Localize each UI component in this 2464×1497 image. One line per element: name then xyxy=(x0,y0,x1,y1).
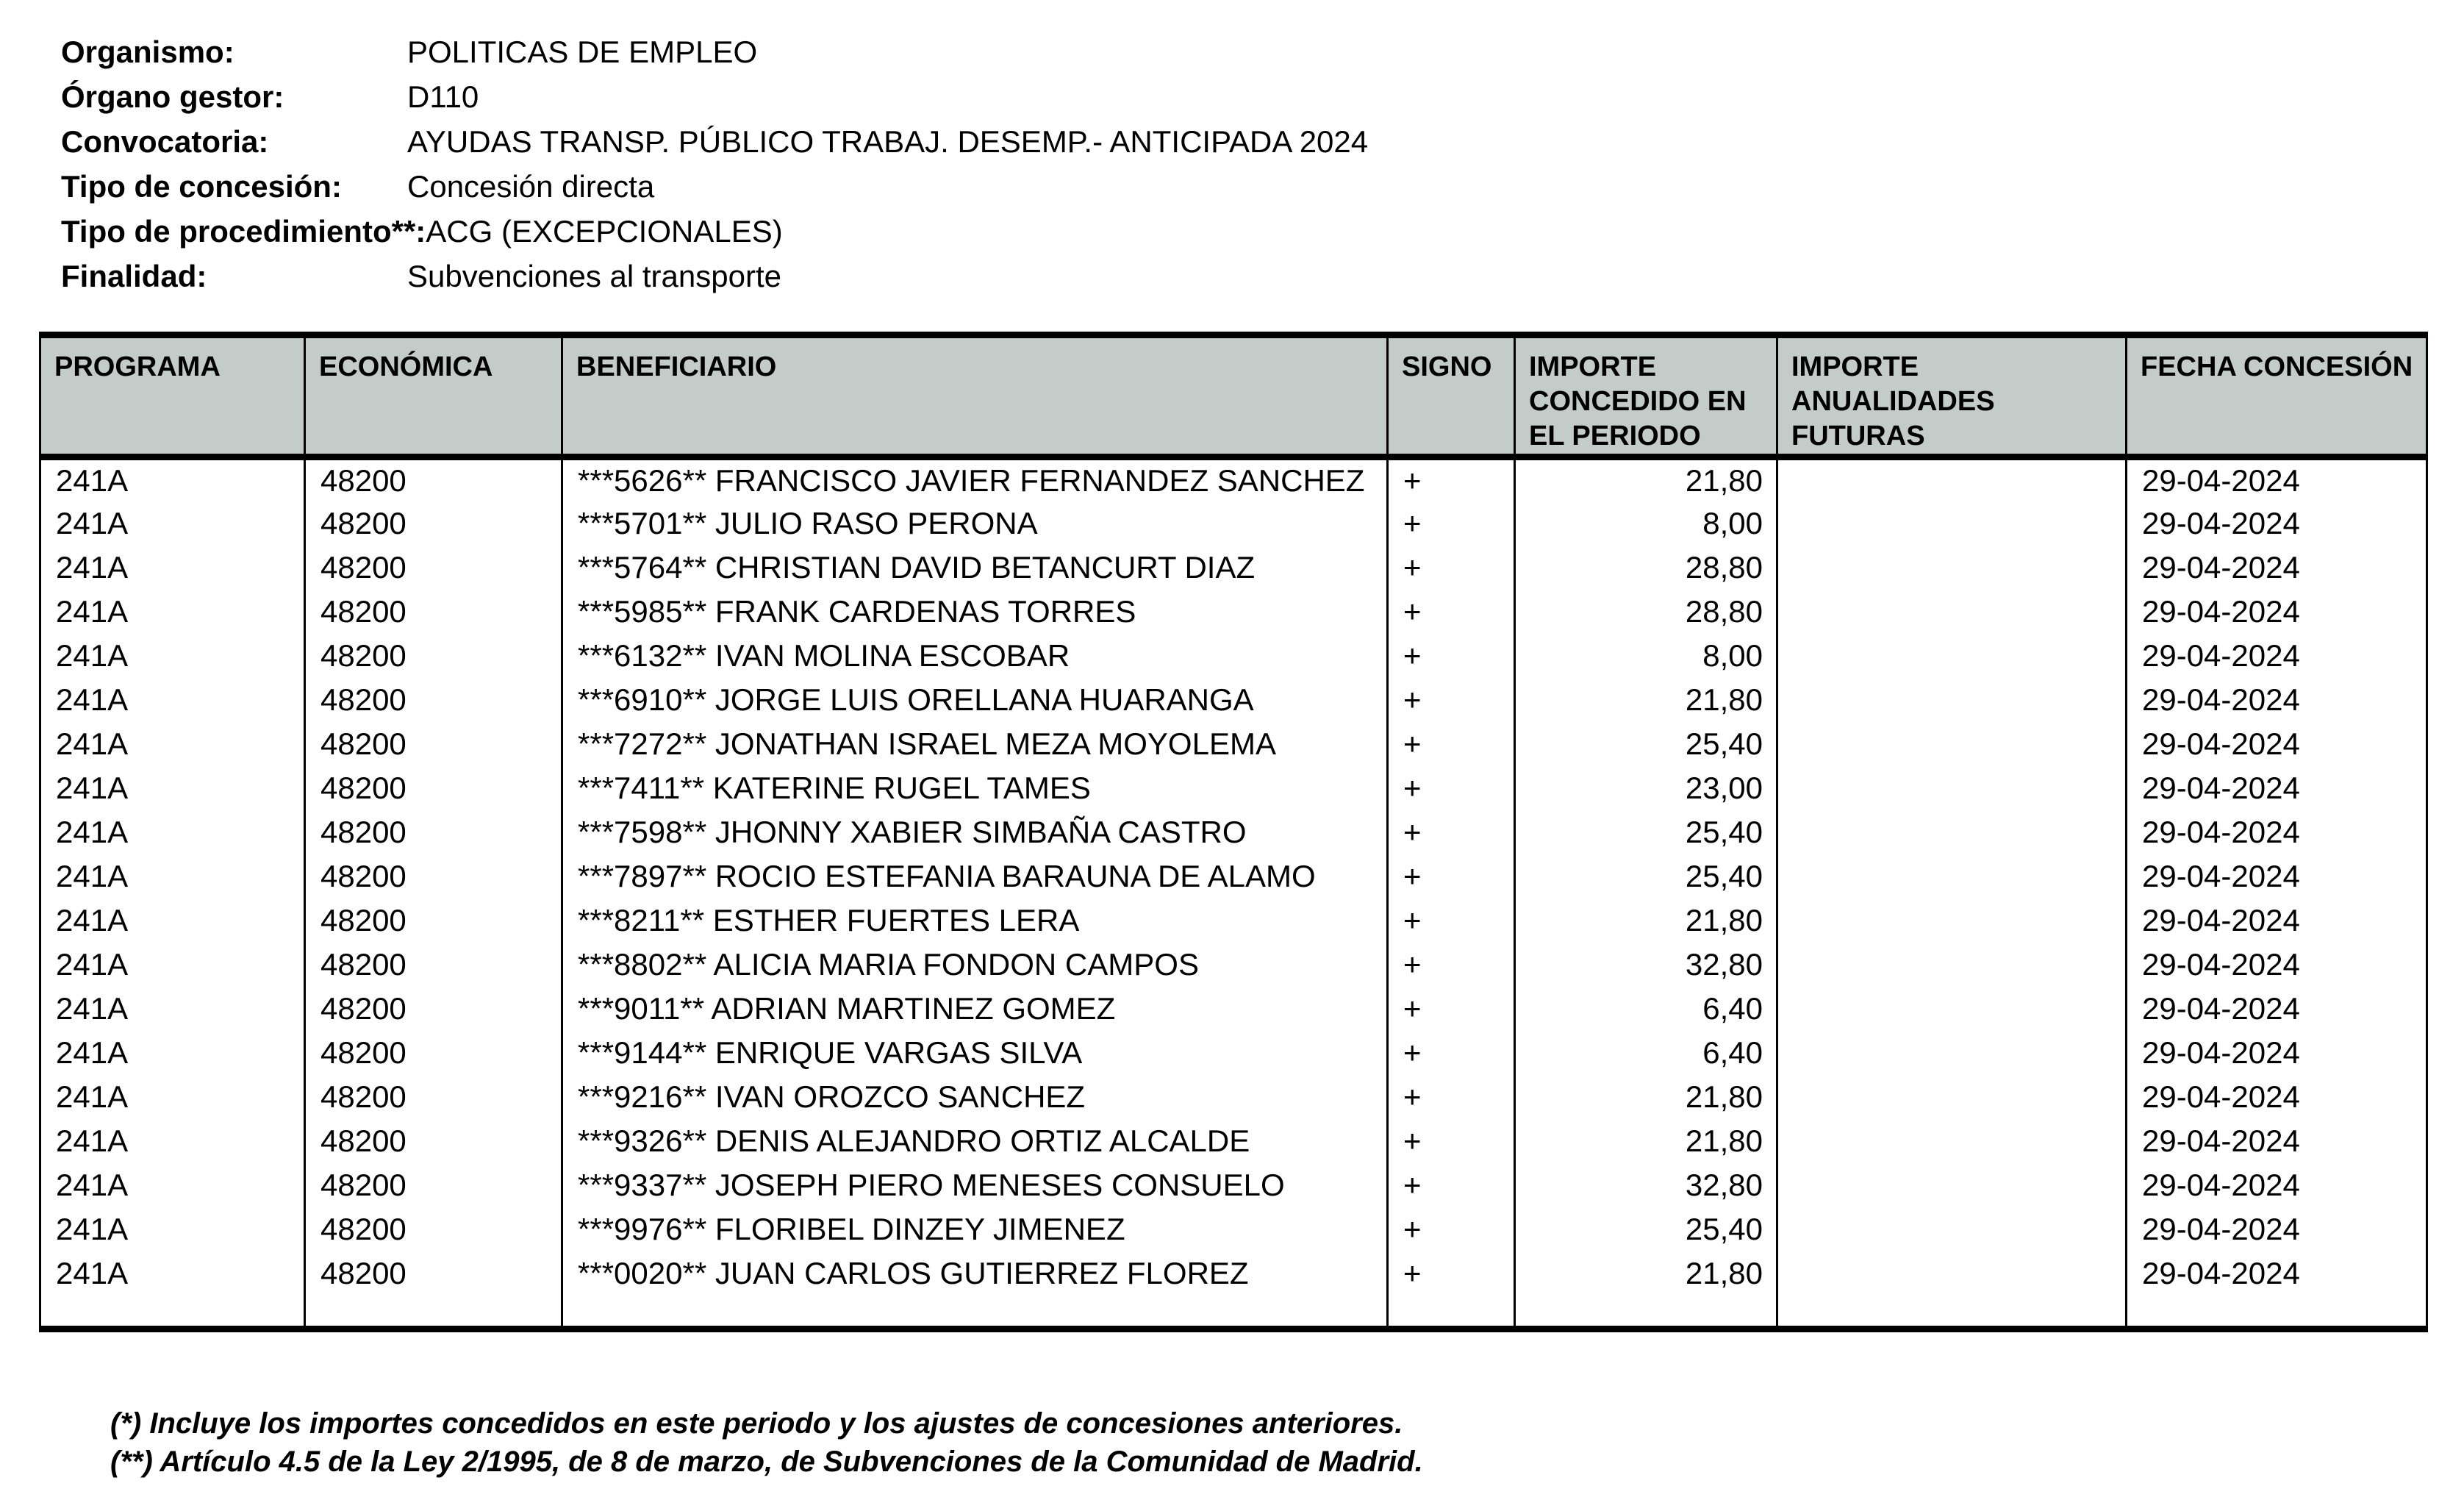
cell-importe-periodo: 21,80 xyxy=(1515,1075,1777,1119)
cell-anualidades xyxy=(1777,810,2127,854)
cell-beneficiario: ***8802** ALICIA MARIA FONDON CAMPOS xyxy=(562,943,1388,987)
table-row xyxy=(40,943,2427,987)
cell-importe-periodo: 32,80 xyxy=(1515,1163,1777,1207)
cell-programa: 241A xyxy=(40,766,305,810)
cell-importe-periodo: 28,80 xyxy=(1515,546,1777,590)
cell-signo: + xyxy=(1388,546,1515,590)
cell-programa: 241A xyxy=(40,546,305,590)
cell-fecha-concesion: 29-04-2024 xyxy=(2127,457,2427,501)
cell-beneficiario: ***5764** CHRISTIAN DAVID BETANCURT DIAZ xyxy=(562,546,1388,590)
meta-label: Órgano gestor: xyxy=(61,79,284,114)
cell-economica: 48200 xyxy=(305,1119,562,1163)
table-row xyxy=(40,1031,2427,1075)
cell-anualidades xyxy=(1777,590,2127,634)
cell-economica: 48200 xyxy=(305,678,562,722)
cell-economica: 48200 xyxy=(305,1251,562,1296)
cell-importe-periodo: 21,80 xyxy=(1515,1251,1777,1296)
table-row xyxy=(40,766,2427,810)
cell-fecha-concesion: 29-04-2024 xyxy=(2127,501,2427,546)
cell-economica: 48200 xyxy=(305,810,562,854)
cell-economica: 48200 xyxy=(305,501,562,546)
cell-beneficiario: ***9011** ADRIAN MARTINEZ GOMEZ xyxy=(562,987,1388,1031)
cell-importe-periodo: 25,40 xyxy=(1515,854,1777,898)
cell-anualidades xyxy=(1777,987,2127,1031)
cell-programa: 241A xyxy=(40,1163,305,1207)
cell-fecha-concesion: 29-04-2024 xyxy=(2127,634,2427,678)
cell-importe-periodo: 21,80 xyxy=(1515,1119,1777,1163)
cell-importe-periodo: 6,40 xyxy=(1515,1031,1777,1075)
cell-importe-periodo: 21,80 xyxy=(1515,898,1777,943)
cell-programa: 241A xyxy=(40,590,305,634)
cell-importe-periodo: 21,80 xyxy=(1515,678,1777,722)
cell-signo: + xyxy=(1388,1207,1515,1251)
cell-fecha-concesion: 29-04-2024 xyxy=(2127,1031,2427,1075)
cell-anualidades xyxy=(1777,634,2127,678)
cell-anualidades xyxy=(1777,1031,2127,1075)
meta-value: ACG (EXCEPCIONALES) xyxy=(426,214,783,249)
cell-economica: 48200 xyxy=(305,1207,562,1251)
cell-beneficiario: ***9337** JOSEPH PIERO MENESES CONSUELO xyxy=(562,1163,1388,1207)
cell-economica: 48200 xyxy=(305,1075,562,1119)
cell-fecha-concesion: 29-04-2024 xyxy=(2127,810,2427,854)
table-row xyxy=(40,1075,2427,1119)
cell-importe-periodo: 8,00 xyxy=(1515,501,1777,546)
meta-label: Convocatoria: xyxy=(61,124,269,159)
cell-anualidades xyxy=(1777,1163,2127,1207)
table-row xyxy=(40,678,2427,722)
table-row xyxy=(40,1163,2427,1207)
cell-beneficiario: ***6910** JORGE LUIS ORELLANA HUARANGA xyxy=(562,678,1388,722)
cell-fecha-concesion: 29-04-2024 xyxy=(2127,943,2427,987)
cell-beneficiario: ***5701** JULIO RASO PERONA xyxy=(562,501,1388,546)
footnote-asterisk: (*) Incluye los importes concedidos en este periodo y los ajustes de concesiones anteriores. xyxy=(110,1407,1403,1440)
cell-fecha-concesion: 29-04-2024 xyxy=(2127,1119,2427,1163)
column-header-beneficiario: BENEFICIARIO xyxy=(562,335,1388,457)
table-row xyxy=(40,546,2427,590)
cell-importe-periodo: 28,80 xyxy=(1515,590,1777,634)
cell-signo: + xyxy=(1388,501,1515,546)
meta-label: Organismo: xyxy=(61,35,234,69)
cell-economica: 48200 xyxy=(305,943,562,987)
meta-line-convocatoria xyxy=(61,119,1368,164)
cell-fecha-concesion: 29-04-2024 xyxy=(2127,722,2427,766)
cell-anualidades xyxy=(1777,854,2127,898)
cell-fecha-concesion: 29-04-2024 xyxy=(2127,1251,2427,1296)
cell-signo: + xyxy=(1388,1119,1515,1163)
cell-economica: 48200 xyxy=(305,898,562,943)
cell-signo: + xyxy=(1388,1163,1515,1207)
table-row xyxy=(40,1119,2427,1163)
table-bottom-spacer xyxy=(40,1296,2427,1329)
cell-fecha-concesion: 29-04-2024 xyxy=(2127,854,2427,898)
cell-programa: 241A xyxy=(40,678,305,722)
column-header-importe-periodo: IMPORTE CONCEDIDO EN EL PERIODO xyxy=(1515,335,1777,457)
meta-label: Tipo de procedimiento**: xyxy=(61,214,426,249)
cell-fecha-concesion: 29-04-2024 xyxy=(2127,1075,2427,1119)
meta-line-organo-gestor xyxy=(61,74,1368,119)
cell-programa: 241A xyxy=(40,1207,305,1251)
cell-programa: 241A xyxy=(40,501,305,546)
cell-beneficiario: ***9326** DENIS ALEJANDRO ORTIZ ALCALDE xyxy=(562,1119,1388,1163)
metadata-block xyxy=(61,29,1368,299)
cell-programa: 241A xyxy=(40,810,305,854)
footnotes-block xyxy=(110,1404,1423,1481)
cell-anualidades xyxy=(1777,546,2127,590)
cell-anualidades xyxy=(1777,722,2127,766)
cell-fecha-concesion: 29-04-2024 xyxy=(2127,546,2427,590)
cell-fecha-concesion: 29-04-2024 xyxy=(2127,678,2427,722)
column-header-fecha-concesion: FECHA CONCESIÓN xyxy=(2127,335,2427,457)
cell-economica: 48200 xyxy=(305,987,562,1031)
table-row xyxy=(40,1207,2427,1251)
cell-signo: + xyxy=(1388,634,1515,678)
cell-signo: + xyxy=(1388,943,1515,987)
table-row xyxy=(40,634,2427,678)
cell-programa: 241A xyxy=(40,1251,305,1296)
cell-beneficiario: ***9976** FLORIBEL DINZEY JIMENEZ xyxy=(562,1207,1388,1251)
cell-fecha-concesion: 29-04-2024 xyxy=(2127,987,2427,1031)
cell-anualidades xyxy=(1777,501,2127,546)
cell-programa: 241A xyxy=(40,1031,305,1075)
table-row xyxy=(40,722,2427,766)
cell-beneficiario: ***6132** IVAN MOLINA ESCOBAR xyxy=(562,634,1388,678)
cell-signo: + xyxy=(1388,457,1515,501)
meta-value: Concesión directa xyxy=(407,169,655,204)
table-row xyxy=(40,898,2427,943)
cell-economica: 48200 xyxy=(305,722,562,766)
cell-signo: + xyxy=(1388,1031,1515,1075)
cell-importe-periodo: 6,40 xyxy=(1515,987,1777,1031)
cell-importe-periodo: 25,40 xyxy=(1515,1207,1777,1251)
cell-fecha-concesion: 29-04-2024 xyxy=(2127,1163,2427,1207)
table-row xyxy=(40,810,2427,854)
cell-signo: + xyxy=(1388,766,1515,810)
table-row xyxy=(40,854,2427,898)
cell-economica: 48200 xyxy=(305,854,562,898)
header-row xyxy=(40,335,2427,457)
cell-programa: 241A xyxy=(40,854,305,898)
cell-programa: 241A xyxy=(40,634,305,678)
meta-value: POLITICAS DE EMPLEO xyxy=(407,35,758,69)
cell-economica: 48200 xyxy=(305,766,562,810)
cell-signo: + xyxy=(1388,590,1515,634)
cell-importe-periodo: 25,40 xyxy=(1515,810,1777,854)
cell-anualidades xyxy=(1777,457,2127,501)
cell-importe-periodo: 21,80 xyxy=(1515,457,1777,501)
cell-economica: 48200 xyxy=(305,546,562,590)
cell-fecha-concesion: 29-04-2024 xyxy=(2127,898,2427,943)
cell-fecha-concesion: 29-04-2024 xyxy=(2127,766,2427,810)
cell-economica: 48200 xyxy=(305,590,562,634)
column-header-anualidades: IMPORTE ANUALIDADES FUTURAS xyxy=(1777,335,2127,457)
meta-line-tipo-procedimiento xyxy=(61,209,1368,254)
cell-beneficiario: ***7897** ROCIO ESTEFANIA BARAUNA DE ALAMO xyxy=(562,854,1388,898)
cell-programa: 241A xyxy=(40,898,305,943)
cell-anualidades xyxy=(1777,678,2127,722)
cell-importe-periodo: 32,80 xyxy=(1515,943,1777,987)
cell-signo: + xyxy=(1388,1075,1515,1119)
cell-beneficiario: ***7411** KATERINE RUGEL TAMES xyxy=(562,766,1388,810)
meta-line-tipo-concesion xyxy=(61,164,1368,209)
table-header xyxy=(40,335,2427,457)
grants-table xyxy=(39,332,2428,1332)
cell-importe-periodo: 25,40 xyxy=(1515,722,1777,766)
cell-anualidades xyxy=(1777,766,2127,810)
cell-beneficiario: ***7598** JHONNY XABIER SIMBAÑA CASTRO xyxy=(562,810,1388,854)
cell-signo: + xyxy=(1388,854,1515,898)
cell-anualidades xyxy=(1777,943,2127,987)
cell-programa: 241A xyxy=(40,457,305,501)
cell-economica: 48200 xyxy=(305,1031,562,1075)
cell-economica: 48200 xyxy=(305,457,562,501)
cell-beneficiario: ***5626** FRANCISCO JAVIER FERNANDEZ SANCHEZ xyxy=(562,457,1388,501)
cell-importe-periodo: 8,00 xyxy=(1515,634,1777,678)
cell-economica: 48200 xyxy=(305,634,562,678)
cell-anualidades xyxy=(1777,1075,2127,1119)
cell-anualidades xyxy=(1777,1251,2127,1296)
meta-line-organismo xyxy=(61,29,1368,74)
cell-programa: 241A xyxy=(40,722,305,766)
table-body xyxy=(40,457,2427,1329)
cell-anualidades xyxy=(1777,1207,2127,1251)
column-header-economica: ECONÓMICA xyxy=(305,335,562,457)
cell-signo: + xyxy=(1388,898,1515,943)
cell-programa: 241A xyxy=(40,987,305,1031)
meta-label: Tipo de concesión: xyxy=(61,169,342,204)
table-row xyxy=(40,457,2427,501)
cell-fecha-concesion: 29-04-2024 xyxy=(2127,1207,2427,1251)
column-header-signo: SIGNO xyxy=(1388,335,1515,457)
cell-anualidades xyxy=(1777,898,2127,943)
cell-signo: + xyxy=(1388,810,1515,854)
cell-programa: 241A xyxy=(40,943,305,987)
cell-signo: + xyxy=(1388,722,1515,766)
table-row xyxy=(40,501,2427,546)
table-row xyxy=(40,987,2427,1031)
cell-beneficiario: ***0020** JUAN CARLOS GUTIERREZ FLOREZ xyxy=(562,1251,1388,1296)
cell-economica: 48200 xyxy=(305,1163,562,1207)
cell-signo: + xyxy=(1388,1251,1515,1296)
cell-anualidades xyxy=(1777,1119,2127,1163)
meta-value: AYUDAS TRANSP. PÚBLICO TRABAJ. DESEMP.- ANTICIPADA 2024 xyxy=(407,124,1369,159)
cell-fecha-concesion: 29-04-2024 xyxy=(2127,590,2427,634)
cell-signo: + xyxy=(1388,987,1515,1031)
meta-value: D110 xyxy=(407,79,479,114)
cell-beneficiario: ***8211** ESTHER FUERTES LERA xyxy=(562,898,1388,943)
cell-beneficiario: ***7272** JONATHAN ISRAEL MEZA MOYOLEMA xyxy=(562,722,1388,766)
column-header-programa: PROGRAMA xyxy=(40,335,305,457)
meta-line-finalidad xyxy=(61,254,1368,299)
cell-beneficiario: ***9144** ENRIQUE VARGAS SILVA xyxy=(562,1031,1388,1075)
cell-importe-periodo: 23,00 xyxy=(1515,766,1777,810)
cell-programa: 241A xyxy=(40,1075,305,1119)
cell-beneficiario: ***5985** FRANK CARDENAS TORRES xyxy=(562,590,1388,634)
cell-beneficiario: ***9216** IVAN OROZCO SANCHEZ xyxy=(562,1075,1388,1119)
meta-label: Finalidad: xyxy=(61,259,207,293)
cell-programa: 241A xyxy=(40,1119,305,1163)
table-row xyxy=(40,590,2427,634)
footnote-double-asterisk: (**) Artículo 4.5 de la Ley 2/1995, de 8 de marzo, de Subvenciones de la Comunidad de Madrid. xyxy=(110,1446,1423,1478)
meta-value: Subvenciones al transporte xyxy=(407,259,781,293)
cell-signo: + xyxy=(1388,678,1515,722)
table-row xyxy=(40,1251,2427,1296)
